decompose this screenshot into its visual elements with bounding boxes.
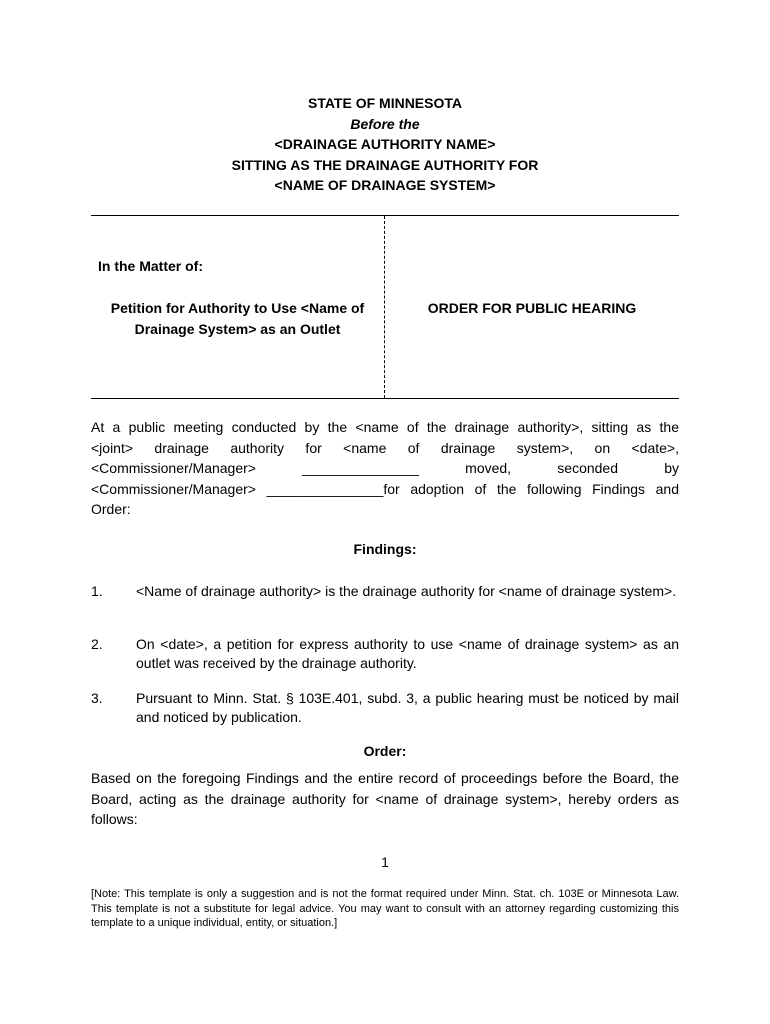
caption-top-rule <box>91 215 679 216</box>
order-paragraph: Based on the foregoing Findings and the entire record of proceedings before the Board, the Board, acting as the drainage authority for <name of drainage system>, hereby orders as follows: <box>91 770 679 827</box>
petition-title <box>91 298 384 340</box>
intro-line-2: <joint> drainage authority for <name of drainage system>, on <date>, <box>91 439 679 456</box>
findings-heading: Findings: <box>353 541 417 557</box>
intro-paragraph <box>91 417 679 520</box>
finding-item <box>91 582 679 601</box>
order-heading: Order: <box>363 743 407 759</box>
document-header <box>91 93 679 196</box>
template-note: [Note: This template is only a suggestion and is not the format required under Minn. Stat. ch. 103E or Minnesota Law. This template is not a substitute for legal advice. You may want to consult with an attorney regarding customizing this template to a unique individual, entity, or situation.] <box>91 888 679 929</box>
state-title: STATE OF MINNESOTA <box>308 95 462 111</box>
page-number: 1 <box>381 854 389 870</box>
sitting-as-line: SITTING AS THE DRAINAGE AUTHORITY FOR <box>231 156 539 173</box>
in-the-matter-label: In the Matter of: <box>98 258 203 274</box>
finding-item <box>91 689 679 727</box>
intro-line-4: <Commissioner/Manager> _______________for adoption of the following Findings and <box>91 480 679 497</box>
intro-line-3: <Commissioner/Manager> _______________ moved, seconded by <box>91 460 679 476</box>
drainage-authority-name: <DRAINAGE AUTHORITY NAME> <box>274 136 496 152</box>
finding-text: On <date>, a petition for express authority to use <name of drainage system> as an outlet was received by the drainage authority. <box>136 636 679 671</box>
caption-bottom-rule <box>91 398 679 399</box>
finding-number: 2. <box>91 636 103 652</box>
before-the-line: Before the <box>350 115 420 132</box>
finding-text: Pursuant to Minn. Stat. § 103E.401, subd. 3, a public hearing must be noticed by mail and noticed by publication. <box>136 690 679 725</box>
petition-title-line-1: Petition for Authority to Use <Name of <box>110 300 365 316</box>
finding-text: <Name of drainage authority> is the drainage authority for <name of drainage system>. <box>136 583 677 599</box>
finding-number: 3. <box>91 690 103 706</box>
petition-title-line-2: Drainage System> as an Outlet <box>134 321 341 337</box>
intro-line-1: At a public meeting conducted by the <name of the drainage authority>, sitting as the <box>91 419 679 435</box>
intro-line-5: Order: <box>91 501 131 517</box>
drainage-system-name: <NAME OF DRAINAGE SYSTEM> <box>274 177 496 193</box>
finding-number: 1. <box>91 583 103 599</box>
order-title: ORDER FOR PUBLIC HEARING <box>427 300 637 316</box>
finding-item <box>91 635 679 673</box>
